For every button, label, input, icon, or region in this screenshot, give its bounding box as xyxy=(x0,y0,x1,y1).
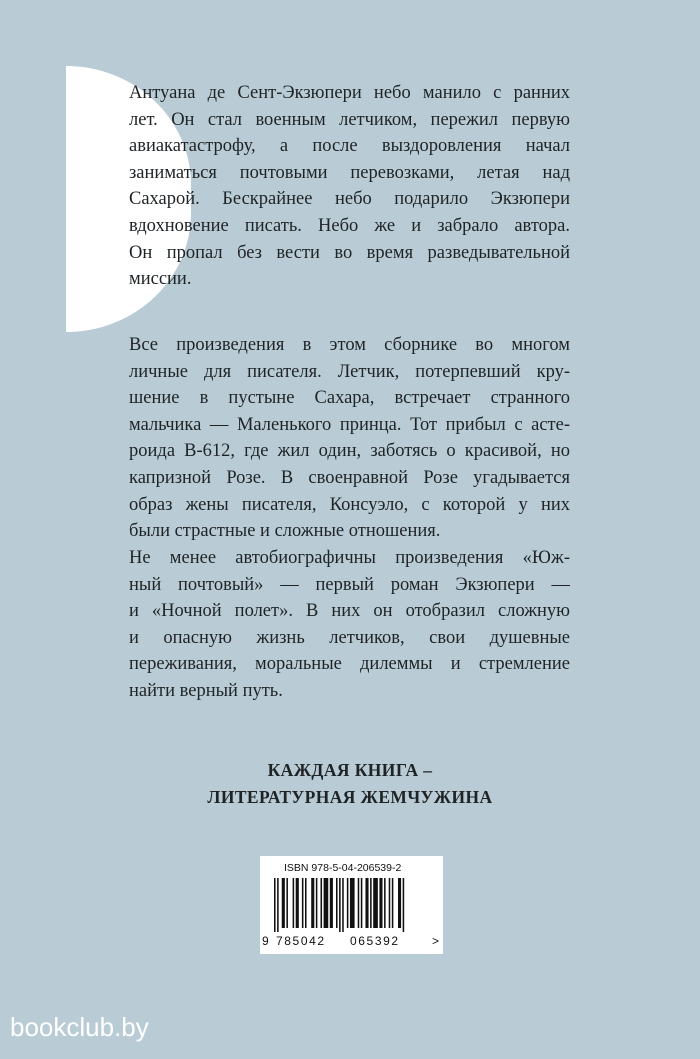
barcode-bar xyxy=(316,878,318,928)
barcode-left-digits: 785042 xyxy=(276,934,326,948)
barcode-bar xyxy=(311,878,314,928)
barcode-panel xyxy=(260,856,443,954)
barcode-bar xyxy=(274,878,276,932)
text-line: Сахарой. Бескрайнее небо подарило Экзюпери xyxy=(129,189,570,210)
text-line: заниматься почтовыми перевозками, летая над xyxy=(129,162,570,183)
isbn-label: ISBN 978-5-04-206539-2 xyxy=(284,862,402,874)
barcode-bar xyxy=(347,878,349,928)
barcode-right-digits: 065392 xyxy=(350,934,400,948)
barcode-bar xyxy=(389,878,391,928)
annotation-paragraph-1 xyxy=(129,80,570,293)
text-line: авиакатастрофу, а после выздоровления начал xyxy=(129,136,570,157)
barcode-bar xyxy=(373,878,378,928)
barcode-bar xyxy=(342,878,344,932)
barcode-bar xyxy=(296,878,299,928)
barcode-bar xyxy=(321,878,323,928)
barcode-bar xyxy=(305,878,307,928)
barcode-bar xyxy=(339,878,341,932)
text-line: личные для писателя. Летчик, потерпевший кру- xyxy=(129,361,570,382)
barcode-bar xyxy=(379,878,382,928)
barcode-bar xyxy=(293,878,295,928)
text-line: Антуана де Сент-Экзюпери небо манило с ранних xyxy=(129,83,570,103)
barcode-bar xyxy=(336,878,338,928)
text-line: Не менее автобиографичны произведения «Юж- xyxy=(129,548,570,568)
text-line: мальчика — Маленького принца. Тот прибыл с асте- xyxy=(129,414,570,435)
barcode-bar xyxy=(392,878,394,928)
barcode-bar xyxy=(350,878,355,928)
barcode-bar xyxy=(403,878,405,932)
annotation-paragraph-2 xyxy=(129,332,570,545)
barcode-icon xyxy=(264,878,439,932)
text-line: найти верный путь. xyxy=(129,680,283,701)
text-line: были страстные и сложные отношения. xyxy=(129,521,441,542)
text-line: лет. Он стал военным летчиком, пережил первую xyxy=(129,109,570,130)
barcode-arrow: > xyxy=(432,934,440,948)
barcode-bar xyxy=(398,878,401,928)
text-line: ный почтовый» — первый роман Экзюпери — xyxy=(129,574,570,595)
barcode-bar xyxy=(361,878,363,928)
barcode-bar xyxy=(282,878,285,928)
text-line: шение в пустыне Сахара, встречает странного xyxy=(129,388,570,409)
barcode-bar xyxy=(330,878,333,928)
barcode-bar xyxy=(370,878,372,928)
barcode-bar xyxy=(286,878,288,928)
barcode-bar xyxy=(358,878,360,928)
barcode-bar xyxy=(277,878,279,932)
text-line: образ жены писателя, Консуэло, с которой у них xyxy=(129,494,570,515)
text-line: Он пропал без вести во время разведывательной xyxy=(129,242,570,263)
barcode-bar xyxy=(384,878,386,928)
text-line: переживания, моральные дилеммы и стремление xyxy=(129,654,570,675)
barcode-bar xyxy=(302,878,304,928)
text-line: и «Ночной полет». В них он отобразил сложную xyxy=(129,601,570,622)
barcode-bar xyxy=(324,878,329,928)
barcode-bar xyxy=(365,878,368,928)
text-line: Все произведения в этом сборнике во многом xyxy=(129,335,570,355)
series-slogan-line-2: ЛИТЕРАТУРНАЯ ЖЕМЧУЖИНА xyxy=(207,787,493,807)
text-line: миссии. xyxy=(129,269,192,290)
barcode-lead-digit: 9 xyxy=(262,934,269,948)
text-line: капризной Розе. В своенравной Розе угадывается xyxy=(129,467,570,488)
annotation-paragraph-3 xyxy=(129,545,570,705)
text-line: роида B-612, где жил один, заботясь о красивой, но xyxy=(129,441,570,462)
text-line: и опасную жизнь летчиков, свои душевные xyxy=(129,627,570,648)
site-watermark: bookclub.by xyxy=(10,1012,149,1042)
text-line: вдохновение писать. Небо же и забрало автора. xyxy=(129,215,570,236)
series-slogan-line-1: КАЖДАЯ КНИГА – xyxy=(267,760,433,780)
